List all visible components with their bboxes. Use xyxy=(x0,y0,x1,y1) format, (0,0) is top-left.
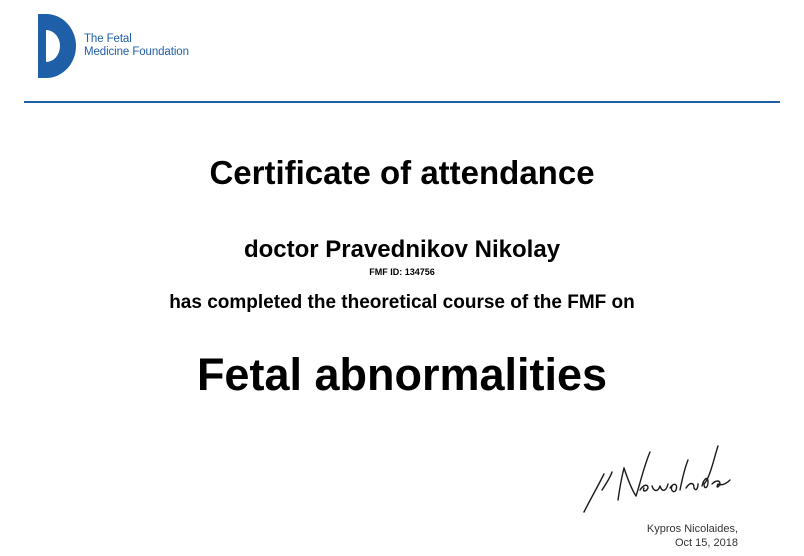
fmf-id: FMF ID: 134756 xyxy=(369,267,435,277)
completion-statement: has completed the theoretical course of the FMF on xyxy=(169,292,635,313)
certificate-title: Certificate of attendance xyxy=(209,154,595,191)
signature-date: Oct 15, 2018 xyxy=(675,537,738,549)
fmf-logo xyxy=(36,12,189,80)
logo-name-line1: The Fetal xyxy=(84,33,132,45)
logo-name-line2: Medicine Foundation xyxy=(84,46,189,58)
recipient-name: doctor Pravednikov Nikolay xyxy=(243,236,561,263)
fmf-logo-icon xyxy=(36,12,76,80)
course-name: Fetal abnormalities xyxy=(196,349,608,400)
logo-text xyxy=(84,33,189,59)
signer-name: Kypros Nicolaides, xyxy=(646,523,738,535)
handwritten-signature xyxy=(580,438,742,518)
header-divider xyxy=(24,101,780,103)
